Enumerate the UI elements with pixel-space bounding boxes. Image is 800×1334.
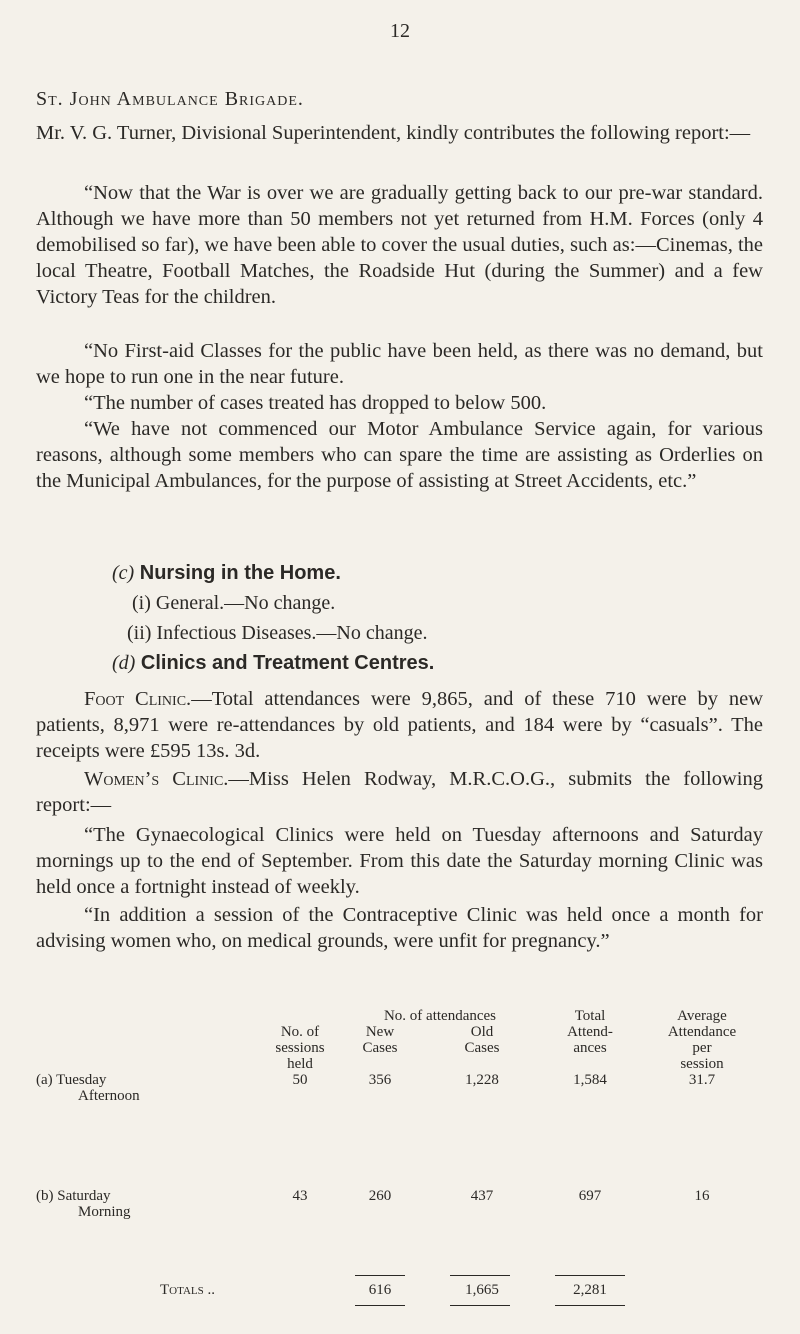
report-paragraph: “The number of cases treated has dropped to below 500. — [84, 392, 547, 414]
col-header-new-cases: New Cases — [362, 1024, 398, 1056]
nursing-title: Nursing in the Home. — [139, 562, 341, 584]
nursing-heading — [112, 562, 341, 585]
totals-rule-bottom — [555, 1305, 625, 1306]
totals-rule-top — [450, 1275, 510, 1276]
row-label: (a) Tuesday Afternoon — [36, 1072, 140, 1104]
report-paragraph: “No First-aid Classes for the public have been held, as there was no demand, but we hope to run one in the near future. — [36, 340, 763, 388]
col-header-total: Total Attend- ances — [567, 1008, 613, 1056]
cell-total: 697 — [578, 1188, 602, 1204]
totals-rule-top — [555, 1275, 625, 1276]
womens-clinic-report: “In addition a session of the Contraceptive Clinic was held once a month for advising women who, on medical grounds, were unfit for pregnancy.” — [36, 904, 763, 952]
totals-rule-bottom — [450, 1305, 510, 1306]
foot-clinic-lead: Foot Clinic. — [84, 688, 192, 710]
foot-clinic-text: —Total attendances were 9,865, and of these 710 were by new patients, 8,971 were re-attendances by old patients, and 184 were by “casuals”. The receipts were £595 13s. 3d. — [36, 688, 764, 762]
womens-clinic-paragraph — [36, 766, 763, 818]
nursing-item: (ii) Infectious Diseases.—No change. — [127, 622, 428, 644]
clinics-heading — [112, 652, 434, 675]
intro-paragraph: Mr. V. G. Turner, Divisional Superintendent, kindly contributes the following report:— — [36, 122, 751, 144]
report-paragraph: “We have not commenced our Motor Ambulance Service again, for various reasons, although some members who can spare the time are assisting as Orderlies on the Municipal Ambulances, for the purpose of assisting at Street Accidents, etc.” — [36, 418, 763, 492]
totals-rule-bottom — [355, 1305, 405, 1306]
col-header-old-cases: Old Cases — [464, 1024, 500, 1056]
cell-old: 1,228 — [465, 1072, 499, 1088]
womens-clinic-report: “The Gynaecological Clinics were held on Tuesday afternoons and Saturday mornings up to the end of September. From this date the Saturday morning Clinic was held once a fortnight instead of weekly. — [36, 824, 763, 898]
totals-rule-top — [355, 1275, 405, 1276]
cell-new: 260 — [368, 1188, 392, 1204]
col-header-sessions: No. of sessions held — [275, 1024, 325, 1072]
cell-sessions: 50 — [292, 1072, 308, 1088]
foot-clinic-paragraph — [36, 686, 763, 764]
page-number: 12 — [390, 20, 410, 42]
cell-sessions: 43 — [292, 1188, 308, 1204]
total-attendances: 2,281 — [573, 1282, 607, 1298]
nursing-label: (c) — [112, 562, 135, 584]
womens-clinic-lead: Women’s Clinic. — [84, 768, 229, 790]
cell-new: 356 — [368, 1072, 392, 1088]
table-group-header: No. of attendances — [383, 1008, 497, 1024]
total-new: 616 — [368, 1282, 392, 1298]
cell-average: 31.7 — [688, 1072, 716, 1088]
cell-old: 437 — [470, 1188, 494, 1204]
cell-average: 16 — [694, 1188, 710, 1204]
report-paragraph: “Now that the War is over we are gradually getting back to our pre-war standard. Although we have more than 50 members not yet returned from H.M. Forces (only 4 demobilised so far), we have been able to cover the usual duties, such as:—Cinemas, the local Theatre, Football Matches, the Roadside Hut (during the Summer) and a few Victory Teas for the children. — [36, 182, 763, 308]
section-heading: St. John Ambulance Brigade. — [36, 88, 304, 110]
col-header-average: Average Attendance per session — [667, 1008, 737, 1072]
nursing-item: (i) General.—No change. — [132, 592, 336, 614]
clinics-label: (d) — [112, 652, 136, 674]
totals-label: Totals .. — [160, 1282, 215, 1298]
womens-clinic-text: —Miss Helen Rodway, M.R.C.O.G., submits the following report:— — [36, 768, 763, 816]
total-old: 1,665 — [465, 1282, 499, 1298]
row-label: (b) Saturday Morning — [36, 1188, 131, 1220]
cell-total: 1,584 — [573, 1072, 607, 1088]
clinics-title: Clinics and Treatment Centres. — [140, 652, 435, 674]
